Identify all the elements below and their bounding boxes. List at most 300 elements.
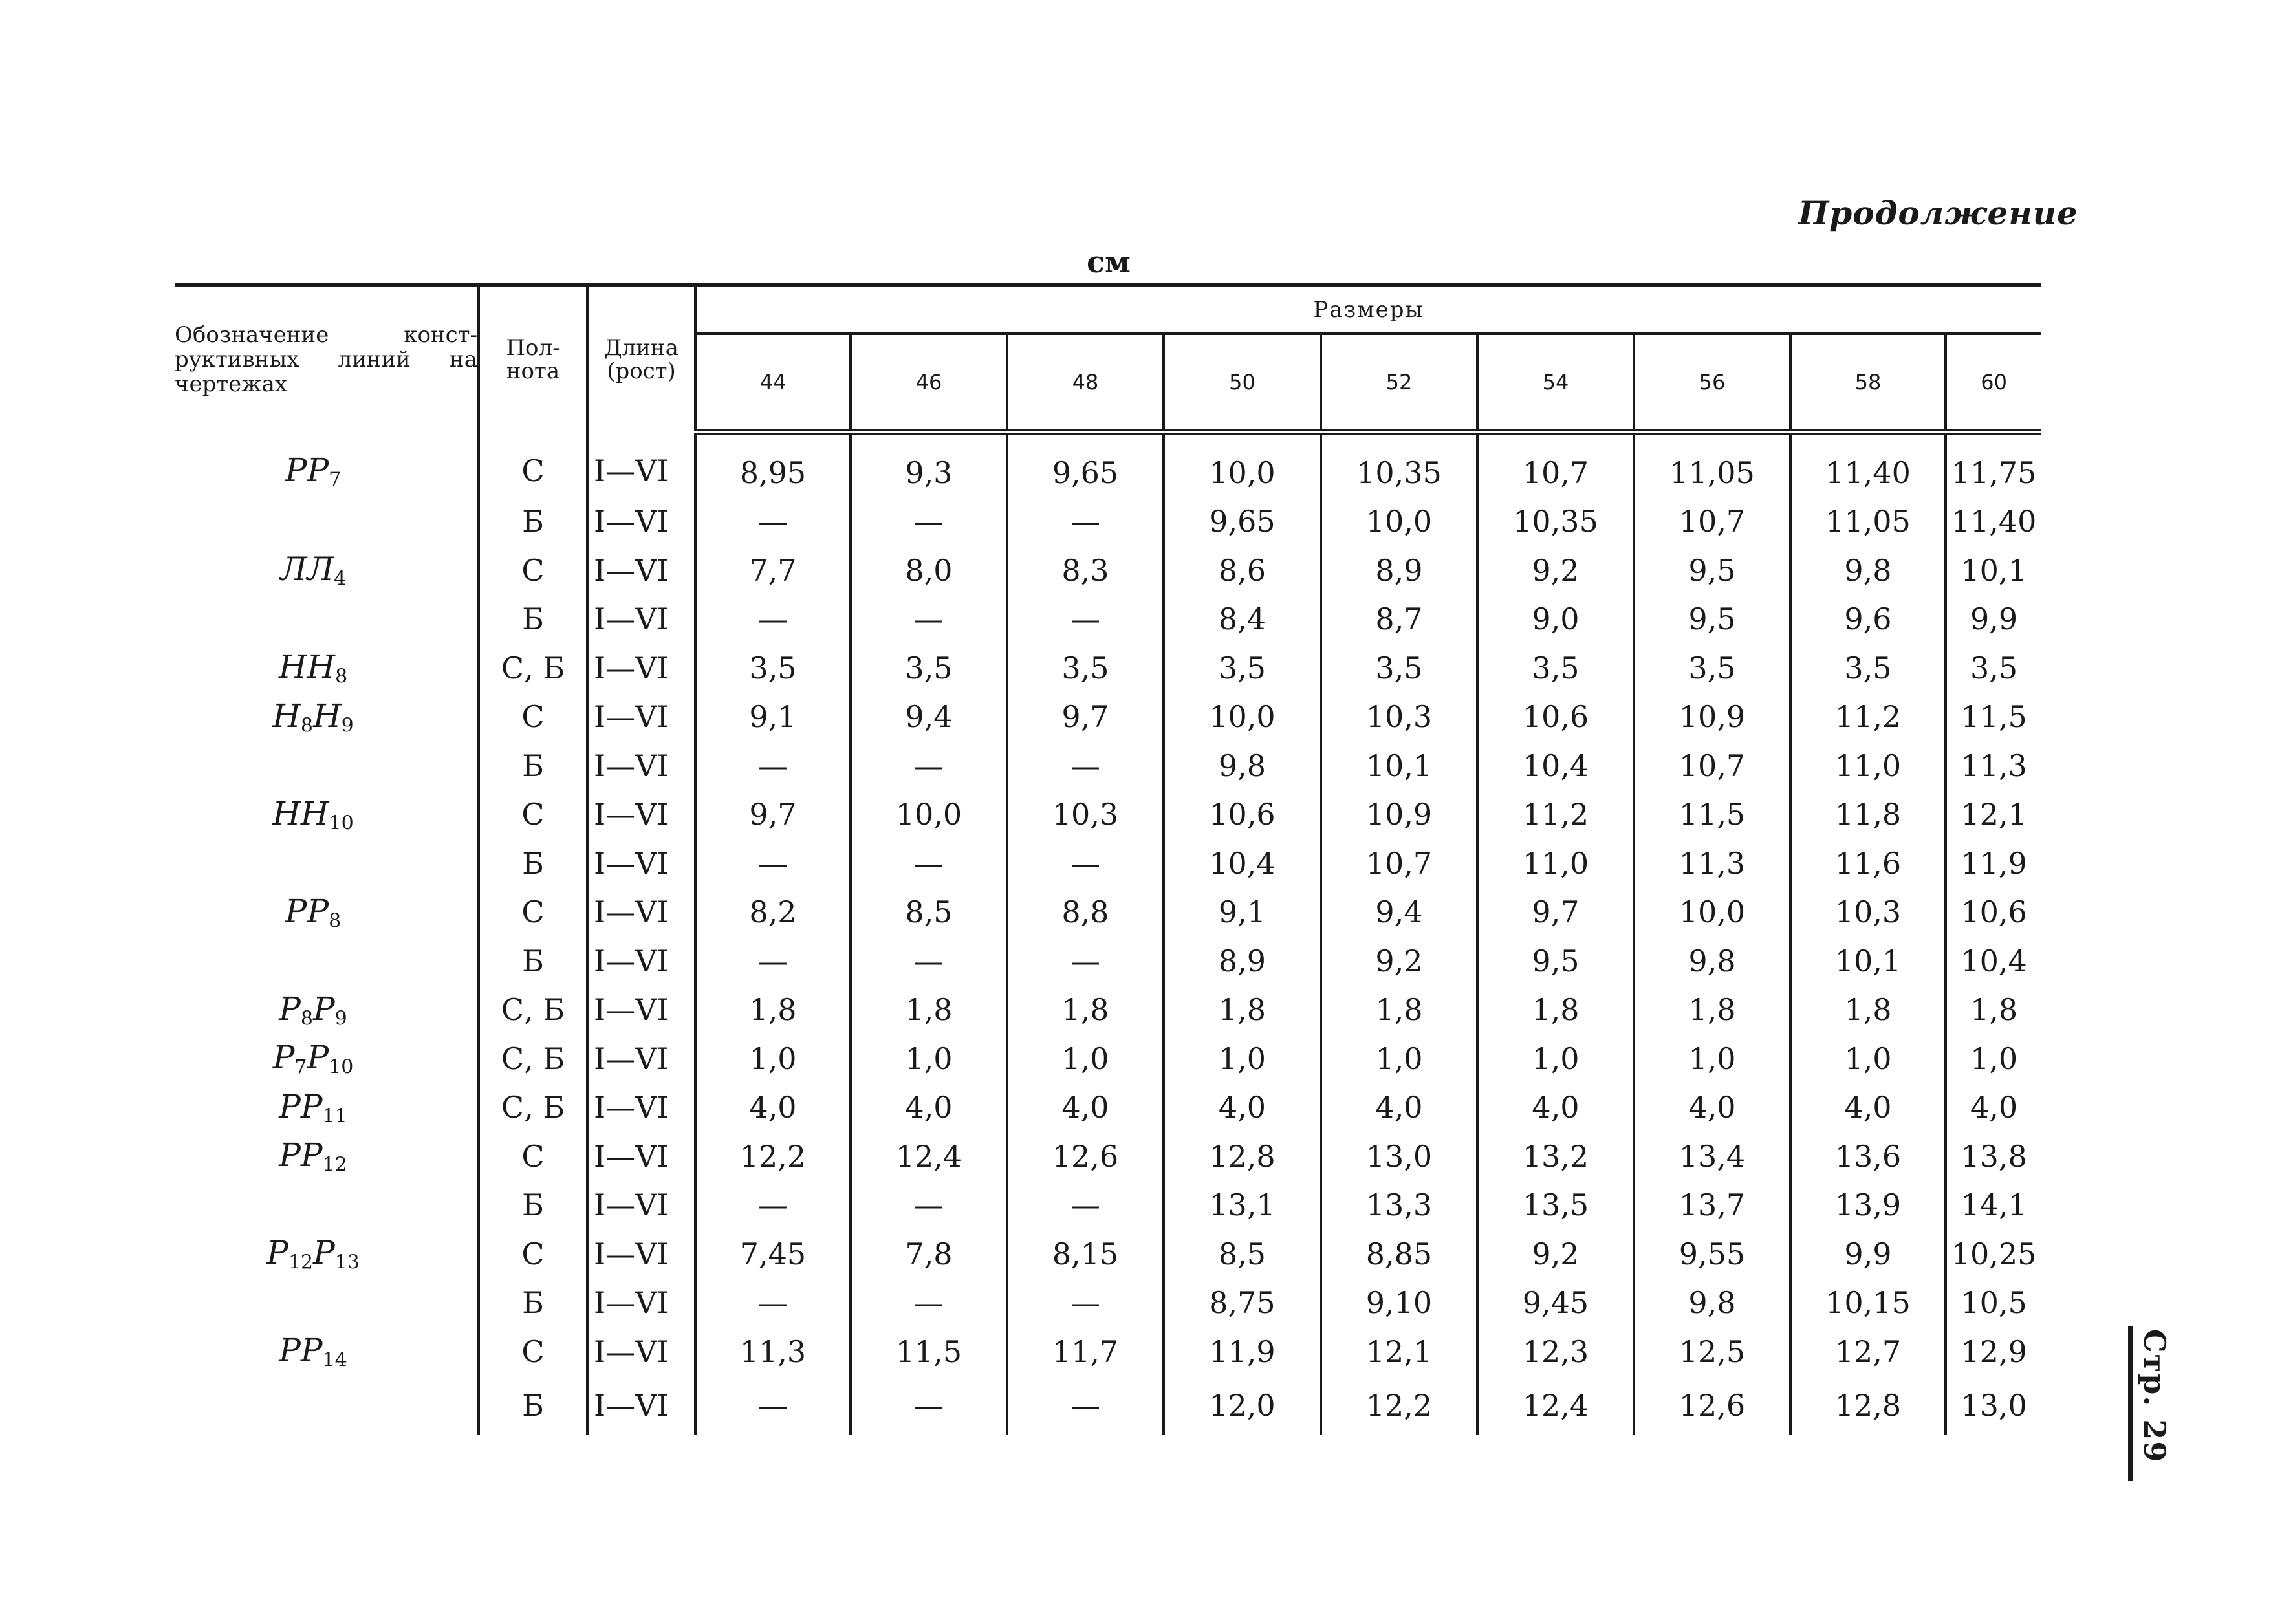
length-cell: I—VI — [587, 432, 695, 497]
value-cell: 12,2 — [695, 1132, 851, 1181]
length-cell: I—VI — [587, 839, 695, 888]
value-cell: 13,8 — [1946, 1132, 2041, 1181]
value-cell: 12,1 — [1321, 1327, 1477, 1376]
value-cell: — — [695, 497, 851, 547]
designation-letters: Н — [272, 697, 301, 735]
value-cell: 13,1 — [1164, 1181, 1321, 1230]
line-designation — [175, 1132, 479, 1181]
fullness-cell: Б — [479, 1279, 587, 1328]
designation-index: 4 — [334, 567, 347, 590]
length-cell: I—VI — [587, 790, 695, 839]
table-row — [175, 986, 2041, 1035]
value-cell: 9,5 — [1477, 937, 1634, 986]
value-cell: 12,5 — [1634, 1327, 1790, 1376]
fullness-cell: С — [479, 1229, 587, 1279]
value-cell: 7,45 — [695, 1229, 851, 1279]
value-cell: 11,2 — [1790, 693, 1946, 742]
value-cell: 11,05 — [1790, 497, 1946, 547]
value-cell: 9,2 — [1477, 1229, 1634, 1279]
fullness-cell: С, Б — [479, 644, 587, 693]
value-cell: 9,7 — [1007, 693, 1164, 742]
designation-letters: P — [266, 1234, 288, 1272]
value-cell: — — [1007, 497, 1164, 547]
value-cell: 4,0 — [1790, 1083, 1946, 1132]
fullness-cell: Б — [479, 1376, 587, 1435]
value-cell: 9,3 — [851, 432, 1007, 497]
value-cell: — — [851, 937, 1007, 986]
line-designation — [175, 741, 479, 790]
fullness-cell: Б — [479, 497, 587, 547]
value-cell: 1,0 — [1164, 1034, 1321, 1083]
length-cell: I—VI — [587, 693, 695, 742]
length-cell: I—VI — [587, 644, 695, 693]
length-cell: I—VI — [587, 1083, 695, 1132]
designation-letters: PP — [279, 1332, 323, 1369]
length-cell: I—VI — [587, 1181, 695, 1230]
value-cell: — — [695, 741, 851, 790]
value-cell: 3,5 — [695, 644, 851, 693]
value-cell: 12,0 — [1164, 1376, 1321, 1435]
value-cell: 10,0 — [1164, 432, 1321, 497]
value-cell: 1,0 — [1790, 1034, 1946, 1083]
value-cell: 10,7 — [1477, 432, 1634, 497]
designation-index: 12 — [322, 1153, 347, 1176]
line-designation — [175, 888, 479, 937]
value-cell: 12,4 — [851, 1132, 1007, 1181]
table-row — [175, 888, 2041, 937]
value-cell: 11,05 — [1634, 432, 1790, 497]
line-designation — [175, 790, 479, 839]
value-cell: 9,0 — [1477, 595, 1634, 644]
designation-letters: P — [313, 1234, 335, 1272]
designation-index: 8 — [335, 665, 348, 688]
table-row — [175, 1279, 2041, 1328]
value-cell: — — [1007, 1376, 1164, 1435]
designation-letters: НН — [278, 648, 336, 686]
value-cell: 10,3 — [1790, 888, 1946, 937]
length-cell: I—VI — [587, 497, 695, 547]
value-cell: 10,0 — [1164, 693, 1321, 742]
value-cell: 1,0 — [1007, 1034, 1164, 1083]
value-cell: 12,6 — [1634, 1376, 1790, 1435]
line-designation — [175, 1327, 479, 1376]
value-cell: 1,0 — [1477, 1034, 1634, 1083]
value-cell: 10,7 — [1634, 497, 1790, 547]
fullness-cell: С — [479, 693, 587, 742]
value-cell: 1,0 — [1634, 1034, 1790, 1083]
designation-index: 8 — [300, 1007, 313, 1030]
value-cell: 10,6 — [1164, 790, 1321, 839]
value-cell: 9,10 — [1321, 1279, 1477, 1328]
table-row — [175, 1327, 2041, 1376]
value-cell: 8,5 — [851, 888, 1007, 937]
value-cell: — — [695, 595, 851, 644]
value-cell: 11,3 — [1946, 741, 2041, 790]
continuation-label: Продолжение — [1798, 194, 2078, 232]
header-sizes: Размеры — [695, 285, 2041, 334]
fullness-cell: С — [479, 888, 587, 937]
designation-index: 7 — [329, 468, 342, 491]
value-cell: 13,9 — [1790, 1181, 1946, 1230]
value-cell: 10,7 — [1321, 839, 1477, 888]
value-cell: 9,1 — [1164, 888, 1321, 937]
line-designation — [175, 1229, 479, 1279]
fullness-cell: С — [479, 1327, 587, 1376]
value-cell: 8,75 — [1164, 1279, 1321, 1328]
value-cell: — — [695, 1376, 851, 1435]
table-row — [175, 644, 2041, 693]
size-header: 50 — [1164, 334, 1321, 432]
value-cell: 9,45 — [1477, 1279, 1634, 1328]
value-cell: 9,7 — [1477, 888, 1634, 937]
length-cell: I—VI — [587, 1279, 695, 1328]
size-header: 46 — [851, 334, 1007, 432]
value-cell: 11,40 — [1790, 432, 1946, 497]
value-cell: 11,5 — [1634, 790, 1790, 839]
value-cell: 12,8 — [1164, 1132, 1321, 1181]
designation-letters: P — [272, 1039, 295, 1076]
table-row — [175, 790, 2041, 839]
value-cell: 1,8 — [1477, 986, 1634, 1035]
designation-index: 11 — [322, 1105, 347, 1127]
value-cell: — — [695, 937, 851, 986]
value-cell: 4,0 — [1477, 1083, 1634, 1132]
line-designation — [175, 432, 479, 497]
value-cell: 12,6 — [1007, 1132, 1164, 1181]
value-cell: — — [851, 1181, 1007, 1230]
table-body — [175, 432, 2041, 1435]
fullness-cell: С — [479, 546, 587, 595]
value-cell: 12,3 — [1477, 1327, 1634, 1376]
designation-letters: PP — [285, 892, 329, 930]
value-cell: — — [1007, 595, 1164, 644]
length-cell: I—VI — [587, 1132, 695, 1181]
fullness-cell: Б — [479, 937, 587, 986]
value-cell: 9,5 — [1634, 595, 1790, 644]
value-cell: 12,2 — [1321, 1376, 1477, 1435]
value-cell: 11,2 — [1477, 790, 1634, 839]
designation-letters: НН — [272, 794, 329, 832]
designation-letters: PP — [279, 1087, 323, 1125]
value-cell: 11,7 — [1007, 1327, 1164, 1376]
fullness-cell: Б — [479, 741, 587, 790]
value-cell: — — [851, 595, 1007, 644]
value-cell: 8,8 — [1007, 888, 1164, 937]
line-designation — [175, 937, 479, 986]
value-cell: 1,8 — [851, 986, 1007, 1035]
table-row — [175, 693, 2041, 742]
value-cell: 14,1 — [1946, 1181, 2041, 1230]
value-cell: 10,4 — [1164, 839, 1321, 888]
value-cell: 4,0 — [1946, 1083, 2041, 1132]
value-cell: 3,5 — [1164, 644, 1321, 693]
value-cell: 1,8 — [1790, 986, 1946, 1035]
value-cell: 11,5 — [1946, 693, 2041, 742]
value-cell: 7,7 — [695, 546, 851, 595]
value-cell: 4,0 — [1321, 1083, 1477, 1132]
value-cell: 7,8 — [851, 1229, 1007, 1279]
length-cell: I—VI — [587, 1327, 695, 1376]
value-cell: 10,6 — [1477, 693, 1634, 742]
value-cell: 11,0 — [1477, 839, 1634, 888]
value-cell: 8,4 — [1164, 595, 1321, 644]
value-cell: 10,15 — [1790, 1279, 1946, 1328]
value-cell: 4,0 — [1634, 1083, 1790, 1132]
value-cell: 9,65 — [1164, 497, 1321, 547]
value-cell: 11,40 — [1946, 497, 2041, 547]
value-cell: 13,6 — [1790, 1132, 1946, 1181]
designation-letters: PP — [279, 1136, 323, 1174]
fullness-cell: С — [479, 432, 587, 497]
line-designation — [175, 497, 479, 547]
table-row — [175, 741, 2041, 790]
table-row — [175, 1376, 2041, 1435]
length-cell: I—VI — [587, 1229, 695, 1279]
table-row — [175, 432, 2041, 497]
value-cell: 8,85 — [1321, 1229, 1477, 1279]
value-cell: 1,0 — [1321, 1034, 1477, 1083]
value-cell: 1,0 — [1946, 1034, 2041, 1083]
designation-letters: Н — [313, 697, 342, 735]
value-cell: 11,9 — [1164, 1327, 1321, 1376]
line-designation — [175, 693, 479, 742]
value-cell: 8,3 — [1007, 546, 1164, 595]
value-cell: — — [1007, 1181, 1164, 1230]
value-cell: — — [851, 1279, 1007, 1328]
table-row — [175, 1132, 2041, 1181]
value-cell: — — [1007, 839, 1164, 888]
value-cell: 13,0 — [1321, 1132, 1477, 1181]
value-cell: 1,0 — [695, 1034, 851, 1083]
value-cell: 10,35 — [1321, 432, 1477, 497]
fullness-cell: Б — [479, 595, 587, 644]
value-cell: 13,7 — [1634, 1181, 1790, 1230]
value-cell: 4,0 — [1164, 1083, 1321, 1132]
value-cell: 10,5 — [1946, 1279, 2041, 1328]
line-designation — [175, 546, 479, 595]
line-designation — [175, 1376, 479, 1435]
value-cell: 11,3 — [1634, 839, 1790, 888]
value-cell: 11,5 — [851, 1327, 1007, 1376]
value-cell: 13,2 — [1477, 1132, 1634, 1181]
header-fullness: Пол-нота — [479, 285, 587, 433]
value-cell: 8,5 — [1164, 1229, 1321, 1279]
value-cell: 3,5 — [1634, 644, 1790, 693]
length-cell: I—VI — [587, 888, 695, 937]
value-cell: 9,9 — [1946, 595, 2041, 644]
designation-index: 14 — [322, 1348, 347, 1372]
line-designation — [175, 1279, 479, 1328]
value-cell: — — [695, 839, 851, 888]
value-cell: 12,4 — [1477, 1376, 1634, 1435]
designation-letters: ЛЛ — [279, 550, 334, 588]
value-cell: 10,25 — [1946, 1229, 2041, 1279]
value-cell: 4,0 — [851, 1083, 1007, 1132]
fullness-cell: С, Б — [479, 1034, 587, 1083]
value-cell: 3,5 — [1007, 644, 1164, 693]
value-cell: 9,8 — [1790, 546, 1946, 595]
value-cell: 10,9 — [1321, 790, 1477, 839]
size-header: 58 — [1790, 334, 1946, 432]
value-cell: — — [851, 839, 1007, 888]
unit-label: см — [1087, 244, 1131, 279]
value-cell: 9,5 — [1634, 546, 1790, 595]
size-header: 52 — [1321, 334, 1477, 432]
value-cell: 4,0 — [695, 1083, 851, 1132]
fullness-cell: С — [479, 1132, 587, 1181]
length-cell: I—VI — [587, 741, 695, 790]
table-row — [175, 1181, 2041, 1230]
value-cell: 9,4 — [1321, 888, 1477, 937]
designation-index: 9 — [341, 714, 354, 737]
value-cell: 1,8 — [1164, 986, 1321, 1035]
value-cell: 9,8 — [1634, 937, 1790, 986]
value-cell: 12,9 — [1946, 1327, 2041, 1376]
value-cell: 10,3 — [1007, 790, 1164, 839]
value-cell: 3,5 — [1946, 644, 2041, 693]
value-cell: 10,3 — [1321, 693, 1477, 742]
designation-letters: PP — [285, 451, 329, 489]
table-row — [175, 1034, 2041, 1083]
sizes-table — [175, 283, 2041, 1435]
value-cell: 10,35 — [1477, 497, 1634, 547]
fullness-cell: С, Б — [479, 1083, 587, 1132]
size-header: 56 — [1634, 334, 1790, 432]
fullness-cell: С, Б — [479, 986, 587, 1035]
value-cell: — — [851, 497, 1007, 547]
value-cell: 4,0 — [1007, 1083, 1164, 1132]
value-cell: 1,8 — [1634, 986, 1790, 1035]
value-cell: 12,7 — [1790, 1327, 1946, 1376]
value-cell: 11,9 — [1946, 839, 2041, 888]
table-row — [175, 595, 2041, 644]
value-cell: 11,75 — [1946, 432, 2041, 497]
value-cell: 1,8 — [1007, 986, 1164, 1035]
line-designation — [175, 595, 479, 644]
value-cell: 10,6 — [1946, 888, 2041, 937]
table-row — [175, 839, 2041, 888]
value-cell: 9,8 — [1634, 1279, 1790, 1328]
size-header: 48 — [1007, 334, 1164, 432]
line-designation — [175, 1034, 479, 1083]
designation-index: 7 — [294, 1056, 307, 1079]
value-cell: 3,5 — [1321, 644, 1477, 693]
value-cell: 1,8 — [1946, 986, 2041, 1035]
fullness-cell: С — [479, 790, 587, 839]
value-cell: 13,5 — [1477, 1181, 1634, 1230]
value-cell: 11,0 — [1790, 741, 1946, 790]
value-cell: — — [851, 741, 1007, 790]
fullness-cell: Б — [479, 839, 587, 888]
value-cell: 1,8 — [1321, 986, 1477, 1035]
value-cell: 8,7 — [1321, 595, 1477, 644]
value-cell: 10,0 — [1321, 497, 1477, 547]
value-cell: — — [695, 1181, 851, 1230]
value-cell: 1,8 — [695, 986, 851, 1035]
length-cell: I—VI — [587, 937, 695, 986]
value-cell: — — [1007, 1279, 1164, 1328]
designation-index: 12 — [288, 1251, 313, 1274]
value-cell: 9,4 — [851, 693, 1007, 742]
value-cell: 9,55 — [1634, 1229, 1790, 1279]
value-cell: 12,8 — [1790, 1376, 1946, 1435]
value-cell: 10,0 — [851, 790, 1007, 839]
value-cell: 3,5 — [1477, 644, 1634, 693]
designation-letters: P — [307, 1039, 329, 1076]
page-number — [2128, 1326, 2172, 1481]
value-cell: 10,1 — [1946, 546, 2041, 595]
value-cell: 11,6 — [1790, 839, 1946, 888]
length-cell: I—VI — [587, 1034, 695, 1083]
value-cell: — — [1007, 937, 1164, 986]
value-cell: 12,1 — [1946, 790, 2041, 839]
line-designation — [175, 986, 479, 1035]
value-cell: 3,5 — [1790, 644, 1946, 693]
value-cell: 8,2 — [695, 888, 851, 937]
table-row — [175, 497, 2041, 547]
line-designation — [175, 644, 479, 693]
table-row — [175, 546, 2041, 595]
designation-index: 8 — [329, 909, 342, 932]
table-row — [175, 1083, 2041, 1132]
value-cell: 10,0 — [1634, 888, 1790, 937]
value-cell: 3,5 — [851, 644, 1007, 693]
value-cell: 10,7 — [1634, 741, 1790, 790]
designation-index: 13 — [334, 1251, 360, 1274]
value-cell: 10,4 — [1946, 937, 2041, 986]
value-cell: — — [695, 1279, 851, 1328]
page-number-text: Стр. 29 — [2137, 1329, 2172, 1464]
designation-letters: P — [279, 990, 301, 1028]
header-length: Длина (рост) — [587, 285, 695, 433]
size-header: 44 — [695, 334, 851, 432]
line-designation — [175, 1181, 479, 1230]
value-cell: 9,7 — [695, 790, 851, 839]
value-cell: 11,3 — [695, 1327, 851, 1376]
line-designation — [175, 839, 479, 888]
value-cell: 8,9 — [1164, 937, 1321, 986]
value-cell: 9,6 — [1790, 595, 1946, 644]
value-cell: 10,4 — [1477, 741, 1634, 790]
value-cell: 8,6 — [1164, 546, 1321, 595]
value-cell: 10,1 — [1321, 741, 1477, 790]
designation-index: 9 — [334, 1007, 347, 1030]
value-cell: 9,2 — [1321, 937, 1477, 986]
value-cell: 9,8 — [1164, 741, 1321, 790]
value-cell: 13,4 — [1634, 1132, 1790, 1181]
value-cell: 10,1 — [1790, 937, 1946, 986]
value-cell: 13,3 — [1321, 1181, 1477, 1230]
size-header: 60 — [1946, 334, 2041, 432]
value-cell: 9,1 — [695, 693, 851, 742]
value-cell: 9,9 — [1790, 1229, 1946, 1279]
length-cell: I—VI — [587, 595, 695, 644]
length-cell: I—VI — [587, 546, 695, 595]
value-cell: 8,0 — [851, 546, 1007, 595]
value-cell: 8,9 — [1321, 546, 1477, 595]
table-row — [175, 937, 2041, 986]
line-designation — [175, 1083, 479, 1132]
value-cell: 1,0 — [851, 1034, 1007, 1083]
size-header: 54 — [1477, 334, 1634, 432]
designation-index: 10 — [329, 1056, 354, 1079]
header-designation: Обозначение конст-руктивных линий на чертежах — [175, 285, 479, 433]
page-number-bar — [2128, 1326, 2133, 1481]
value-cell: 10,9 — [1634, 693, 1790, 742]
designation-index: 8 — [300, 714, 313, 737]
value-cell: 8,15 — [1007, 1229, 1164, 1279]
value-cell: 9,65 — [1007, 432, 1164, 497]
